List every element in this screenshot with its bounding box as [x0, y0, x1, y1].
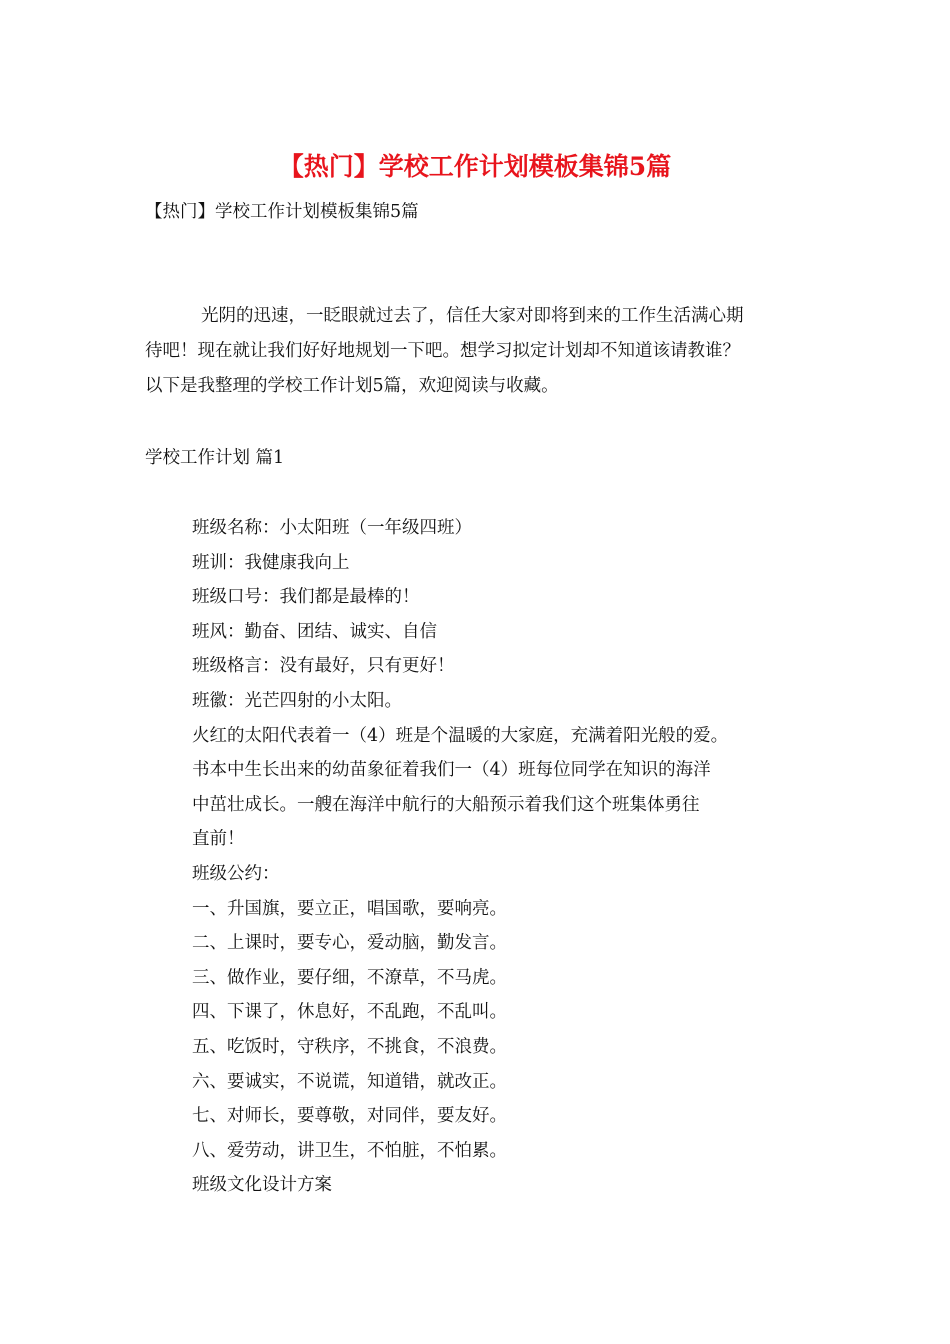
body-line: 七、对师长，要尊敬，对同伴，要友好。	[192, 1106, 507, 1127]
body-line: 八、爱劳动，讲卫生，不怕脏，不怕累。	[192, 1140, 507, 1161]
body-line: 六、要诚实，不说谎，知道错，就改正。	[192, 1071, 507, 1092]
body-line: 班级名称：小太阳班（一年级四班）	[192, 518, 472, 538]
body-line: 班级文化设计方案	[192, 1175, 332, 1196]
document-subtitle: 【热门】学校工作计划模板集锦5篇	[145, 202, 419, 222]
body-line: 班风：勤奋、团结、诚实、自信	[192, 621, 437, 642]
body-line: 四、下课了，休息好，不乱跑，不乱叫。	[192, 1002, 507, 1023]
body-line: 班级公约：	[192, 863, 280, 884]
body-line: 书本中生长出来的幼苗象征着我们一（4）班每位同学在知识的海洋	[192, 760, 711, 781]
body-line: 二、上课时，要专心，爱动脑，勤发言。	[192, 933, 507, 954]
body-line: 五、吃饭时，守秩序，不挑食，不浪费。	[192, 1036, 507, 1057]
body-line: 班级格言：没有最好，只有更好！	[192, 656, 455, 677]
intro-paragraph	[145, 299, 805, 404]
body-line: 班级口号：我们都是最棒的！	[192, 587, 420, 608]
body-line: 一、升国旗，要立正，唱国歌，要响亮。	[192, 898, 507, 919]
intro-line: 光阴的迅速，一眨眼就过去了，信任大家对即将到来的工作生活满心期	[201, 306, 744, 326]
intro-line: 待吧！现在就让我们好好地规划一下吧。想学习拟定计划却不知道该请教谁？	[145, 341, 740, 361]
body-line: 火红的太阳代表着一（4）班是个温暖的大家庭，充满着阳光般的爱。	[192, 725, 729, 746]
document-title: 【热门】学校工作计划模板集锦5篇	[278, 152, 672, 181]
body-line: 班训：我健康我向上	[192, 552, 350, 573]
section-body	[192, 511, 812, 1203]
body-line: 直前！	[192, 829, 245, 850]
body-line: 班徽：光芒四射的小太阳。	[192, 690, 402, 711]
body-line: 三、做作业，要仔细，不潦草，不马虎。	[192, 967, 507, 988]
body-line: 中茁壮成长。一艘在海洋中航行的大船预示着我们这个班集体勇往	[192, 794, 700, 815]
intro-line: 以下是我整理的学校工作计划5篇，欢迎阅读与收藏。	[145, 376, 559, 396]
section-heading: 学校工作计划 篇1	[145, 448, 285, 468]
